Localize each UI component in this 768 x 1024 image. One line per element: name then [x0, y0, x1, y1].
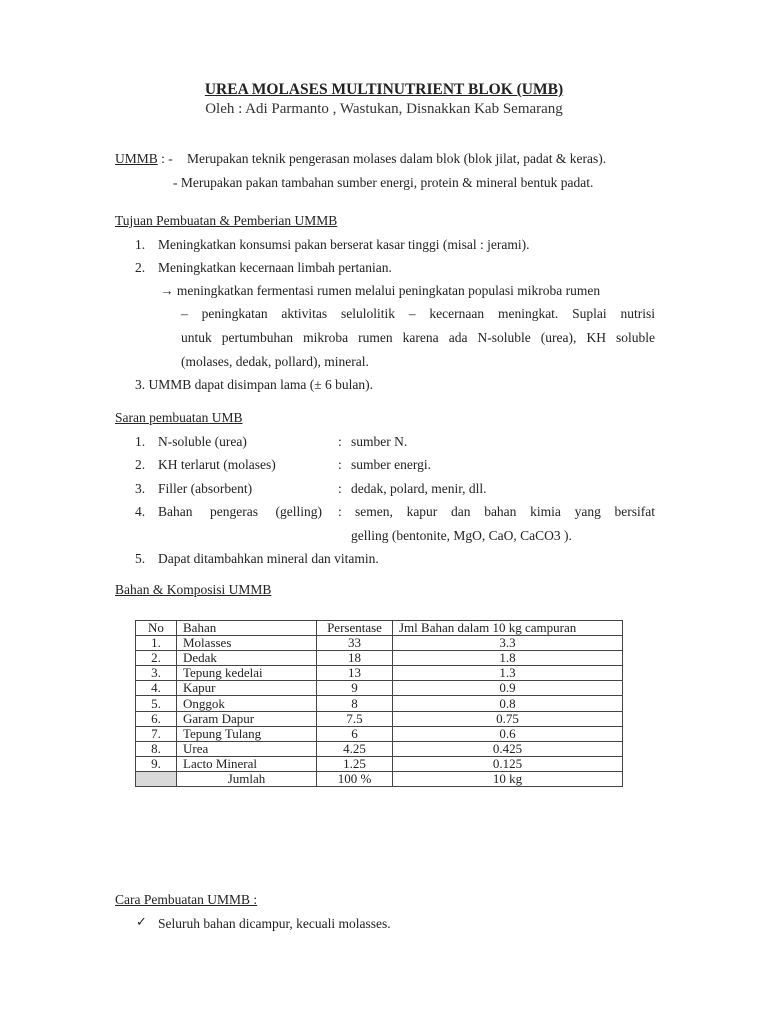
cell-bahan: Onggok — [177, 696, 317, 711]
definition-text-1: Merupakan teknik pengerasan molases dalam blok (blok jilat, padat & keras). — [187, 151, 607, 166]
checkmark-icon: ✓ — [136, 915, 147, 930]
cell-persentase: 33 — [317, 636, 393, 651]
cell-no: 2. — [136, 651, 177, 666]
saran-item-1-value: sumber N. — [351, 434, 408, 449]
saran-item-1-colon: : — [338, 434, 342, 449]
table-row — [136, 666, 623, 681]
saran-item-1-num: 1. — [135, 434, 146, 449]
definition-sep: : - — [157, 151, 173, 166]
table-total-row — [136, 771, 623, 786]
cell-bahan: Molasses — [177, 636, 317, 651]
table-header-row — [136, 621, 623, 636]
table-row — [136, 711, 623, 726]
cara-heading: Cara Pembuatan UMMB : — [115, 892, 258, 907]
saran-item-3-label: Filler (absorbent) — [158, 481, 253, 496]
cell-bahan: Dedak — [177, 651, 317, 666]
tujuan-arrow-line-4: (molases, dedak, pollard), mineral. — [181, 354, 369, 369]
saran-item-4-num: 4. — [135, 504, 146, 519]
tujuan-arrow-line-1: → meningkatkan fermentasi rumen melalui peningkatan populasi mikroba rumen — [160, 283, 601, 298]
tujuan-heading: Tujuan Pembuatan & Pemberian UMMB — [115, 213, 338, 228]
tujuan-item-2-num: 2. — [135, 260, 146, 275]
saran-item-4-value: semen, kapur dan bahan kimia yang bersifat — [355, 504, 655, 519]
cell-bahan: Tepung kedelai — [177, 666, 317, 681]
cell-persentase: 18 — [317, 651, 393, 666]
cell-jml: 1.8 — [393, 651, 623, 666]
cell-persentase: 6 — [317, 726, 393, 741]
cell-total-persentase: 100 % — [317, 771, 393, 786]
cara-step-1: Seluruh bahan dicampur, kecuali molasses. — [158, 916, 391, 931]
saran-item-3-colon: : — [338, 481, 342, 496]
cell-jml: 0.8 — [393, 696, 623, 711]
saran-heading: Saran pembuatan UMB — [115, 410, 243, 425]
col-header-persentase: Persentase — [317, 621, 393, 636]
cell-no: 5. — [136, 696, 177, 711]
tujuan-arrow-line-2: – peningkatan aktivitas selulolitik – kecernaan meningkat. Suplai nutrisi — [181, 306, 655, 321]
cell-no: 6. — [136, 711, 177, 726]
composition-table — [135, 620, 623, 787]
saran-item-5-label: Dapat ditambahkan mineral dan vitamin. — [158, 551, 379, 566]
tujuan-item-2-text: Meningkatkan kecernaan limbah pertanian. — [158, 260, 392, 275]
saran-item-2-colon: : — [338, 457, 342, 472]
saran-item-5-num: 5. — [135, 551, 146, 566]
cell-no: 8. — [136, 741, 177, 756]
saran-item-2-num: 2. — [135, 457, 146, 472]
table-row — [136, 651, 623, 666]
bahan-heading: Bahan & Komposisi UMMB — [115, 582, 272, 597]
cell-jml: 0.6 — [393, 726, 623, 741]
cell-jml: 0.9 — [393, 681, 623, 696]
saran-item-4-colon: : — [338, 504, 342, 519]
cell-persentase: 1.25 — [317, 756, 393, 771]
cell-no: 9. — [136, 756, 177, 771]
cell-bahan: Lacto Mineral — [177, 756, 317, 771]
cell-bahan: Tepung Tulang — [177, 726, 317, 741]
cell-jml: 0.125 — [393, 756, 623, 771]
table-row — [136, 681, 623, 696]
tujuan-arrow-line-3: untuk pertumbuhan mikroba rumen karena ada N-soluble (urea), KH soluble — [181, 330, 655, 345]
cell-bahan: Kapur — [177, 681, 317, 696]
table-row — [136, 726, 623, 741]
cell-persentase: 7.5 — [317, 711, 393, 726]
saran-item-4-label: Bahan pengeras (gelling) — [158, 504, 322, 519]
definition-text-2: - Merupakan pakan tambahan sumber energi, protein & mineral bentuk padat. — [173, 175, 594, 190]
cell-total-jml: 10 kg — [393, 771, 623, 786]
cell-no: 1. — [136, 636, 177, 651]
cell-jml: 1.3 — [393, 666, 623, 681]
cell-no: 7. — [136, 726, 177, 741]
cell-persentase: 13 — [317, 666, 393, 681]
cell-persentase: 8 — [317, 696, 393, 711]
table-row — [136, 696, 623, 711]
saran-item-1-label: N-soluble (urea) — [158, 434, 247, 449]
cell-no: 4. — [136, 681, 177, 696]
cell-jml: 0.425 — [393, 741, 623, 756]
col-header-jml-bahan: Jml Bahan dalam 10 kg campuran — [393, 621, 623, 636]
cell-no: 3. — [136, 666, 177, 681]
cell-bahan: Urea — [177, 741, 317, 756]
cell-persentase: 9 — [317, 681, 393, 696]
tujuan-item-3: 3. UMMB dapat disimpan lama (± 6 bulan). — [135, 377, 373, 392]
saran-item-2-label: KH terlarut (molases) — [158, 457, 276, 472]
table-row — [136, 636, 623, 651]
cell-persentase: 4.25 — [317, 741, 393, 756]
cell-jml: 3.3 — [393, 636, 623, 651]
cell-total-no — [136, 771, 177, 786]
cell-total-label: Jumlah — [177, 771, 317, 786]
saran-item-3-num: 3. — [135, 481, 146, 496]
cell-jml: 0.75 — [393, 711, 623, 726]
tujuan-item-1-num: 1. — [135, 237, 146, 252]
table-row — [136, 756, 623, 771]
document-title: UREA MOLASES MULTINUTRIENT BLOK (UMB) — [204, 81, 564, 98]
document-byline: Oleh : Adi Parmanto , Wastukan, Disnakkan Kab Semarang — [205, 101, 563, 117]
saran-item-4-value-cont: gelling (bentonite, MgO, CaO, CaCO3 ). — [351, 528, 572, 543]
saran-item-2-value: sumber energi. — [351, 457, 431, 472]
definition-line-1 — [115, 151, 173, 167]
definition-term: UMMB — [115, 151, 158, 166]
col-header-no: No — [136, 621, 177, 636]
saran-item-3-value: dedak, polard, menir, dll. — [351, 481, 487, 496]
tujuan-item-1-text: Meningkatkan konsumsi pakan berserat kasar tinggi (misal : jerami). — [158, 237, 530, 252]
cell-bahan: Garam Dapur — [177, 711, 317, 726]
col-header-bahan: Bahan — [177, 621, 317, 636]
table-row — [136, 741, 623, 756]
